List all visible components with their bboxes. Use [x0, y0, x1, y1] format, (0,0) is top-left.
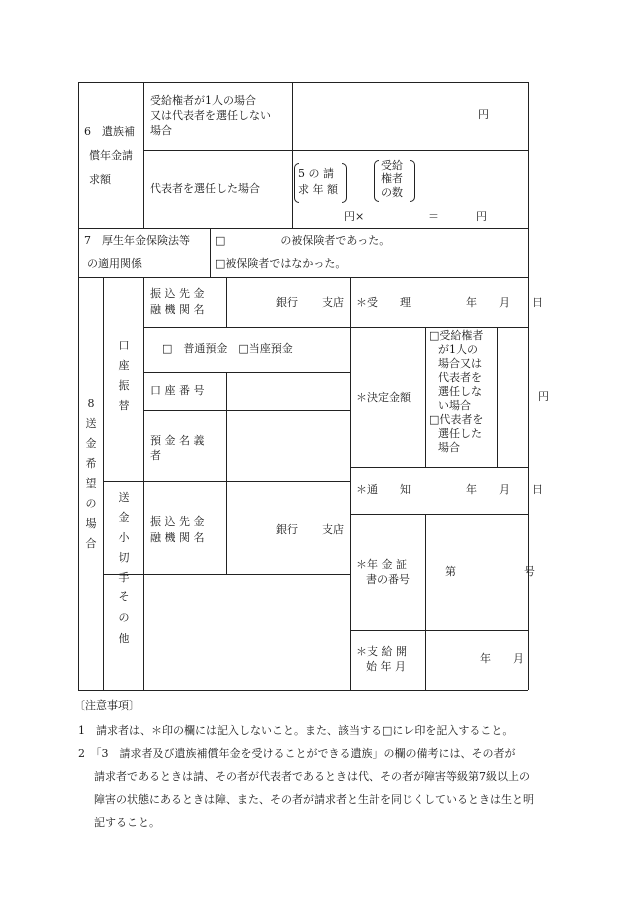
- sec6-divider: [143, 82, 144, 228]
- table-border-right: [528, 82, 529, 690]
- account-holder-field[interactable]: [228, 412, 348, 478]
- account-number-field[interactable]: [228, 374, 348, 408]
- receipt-label: ＊受 理: [356, 296, 411, 309]
- sec8-divider: [350, 467, 528, 468]
- representative-label: 代表者を選任した場合: [150, 182, 260, 195]
- note-line: 請求者であるときは請、その者が代表者であるときは代、その者が障害等級第7級以上の: [94, 770, 530, 783]
- sec8-divider: [143, 277, 144, 690]
- sec8-divider: [425, 514, 426, 690]
- decided-amount-unit: 円: [538, 390, 549, 403]
- account-number-label: 口 座 番 号: [150, 384, 205, 397]
- insured-checkbox[interactable]: □ の被保険者であった。: [215, 234, 391, 247]
- sec8-divider: [425, 327, 426, 467]
- table-border-top: [78, 82, 528, 83]
- sec8-divider: [226, 372, 227, 481]
- payment-start-date: 年 月: [480, 652, 524, 665]
- note-line: 記すること。: [94, 816, 160, 829]
- sec8-divider: [143, 372, 350, 373]
- notification-date: 年 月 日: [466, 483, 543, 496]
- table-border-left: [78, 82, 79, 690]
- form-page: 6 遺族補 償年金請 求額 受給権者が1人の場合 又は代表者を選任しない 場合 円 代表者を選任した場合 5 の 請 求 年 額 受給 権者 の数 円× ＝ 円 7 厚生年金保険法等 の適用関係 □ の被保険者であった。 □被保険者ではなかった。 8送金希望の場合 口座振替 送金小切手 そ の 他 振 込 先 金 融 機 関 名 銀行 支店 □ 普通預金 □当座預金 口 座 番 号 預 金 名 義 者 振 込 先 金 融 機 関 名 銀行 支店 ＊受 理 年 月 日 ＊決定金額 □受給権者 が1人の 場合又は 代表者を 選任しな い場合 □代表者を 選任した 場合 円 ＊通 知 年 月 日 ＊年 金 証 書の番号 第 号 ＊支 給 開 始 年 月 年 月 〔注意事項〕 1 請求者は、＊印の欄には記入しないこと。また、該当する□にレ印を記入すること。 2 「3 請求者及び遺族補償年金を受けることができる遺族」の欄の備考には、その者が 請求者であるときは請、その者が代表者であるときは代、その者が障害等級第7級以上の 障害の状態にあるときは障、また、その者が請求者と生計を同じくしているときは生と明 記すること。: [0, 0, 630, 915]
- notification-label: ＊通 知: [356, 483, 411, 496]
- sec8-divider: [226, 277, 227, 327]
- other-label: そ の 他: [118, 590, 130, 645]
- bank-transfer-label: 口座振替: [118, 339, 130, 412]
- sec8-divider: [350, 630, 528, 631]
- sec8-label: 8送金希望の場合: [85, 397, 97, 550]
- note-line: 障害の状態にあるときは障、また、その者が請求者と生計を同じくしているときは生と明: [94, 793, 534, 806]
- sec8-divider: [103, 574, 350, 575]
- note-line: 1 請求者は、＊印の欄には記入しないこと。また、該当する□にレ印を記入すること。: [78, 724, 514, 737]
- table-border-bottom: [78, 690, 528, 691]
- sec8-divider: [143, 327, 528, 328]
- sec8-divider: [103, 481, 350, 482]
- not-insured-checkbox[interactable]: □被保険者ではなかった。: [215, 257, 347, 270]
- sec7-divider: [210, 228, 211, 277]
- sec8-divider: [497, 327, 498, 467]
- sec8-divider: [103, 277, 104, 690]
- sec6-divider: [143, 150, 528, 151]
- note-line: 2 「3 請求者及び遺族補償年金を受けることができる遺族」の欄の備考には、その者が: [78, 747, 516, 760]
- sec8-divider: [143, 410, 350, 411]
- decided-amount-label: ＊決定金額: [356, 391, 411, 404]
- sec6-bottom: [78, 228, 528, 229]
- sec8-divider: [226, 481, 227, 574]
- sec6-divider: [292, 82, 293, 228]
- notes-heading: 〔注意事項〕: [74, 699, 140, 712]
- other-field[interactable]: [145, 576, 348, 688]
- account-type-checkboxes[interactable]: □ 普通預金 □当座預金: [162, 342, 293, 355]
- sec8-divider: [350, 277, 351, 690]
- receipt-date: 年 月 日: [466, 296, 543, 309]
- sec8-divider: [350, 514, 528, 515]
- sec7-bottom: [78, 277, 528, 278]
- single-amount-field[interactable]: 円: [478, 108, 489, 121]
- remittance-check-label: 送金小切手: [118, 491, 130, 584]
